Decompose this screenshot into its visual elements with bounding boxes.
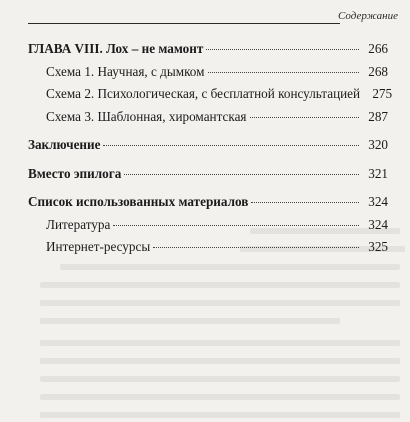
dot-leader: [103, 144, 359, 146]
toc-entry[interactable]: [28, 134, 388, 157]
dot-leader: [251, 201, 359, 203]
toc-entry-title: Схема 3. Шаблонная, хиромантская: [46, 108, 247, 124]
toc-entry-page: 266: [368, 41, 388, 56]
toc-entry-title: Заключение: [28, 137, 101, 152]
dot-leader: [250, 116, 359, 118]
header-rule: [28, 23, 340, 24]
toc-entry-title: Вместо эпилога: [28, 165, 122, 181]
toc-entry[interactable]: [28, 61, 388, 84]
table-of-contents: [28, 38, 393, 259]
toc-entry-page: 324: [368, 216, 388, 232]
header-label: Содержание: [337, 10, 398, 22]
toc-entry[interactable]: [28, 38, 388, 61]
toc-entry-title: Список использованных материалов: [28, 194, 249, 209]
toc-entry-page: 320: [368, 137, 388, 152]
toc-entry-title: Схема 2. Психологическая, с бесплатной консультацией: [46, 86, 361, 101]
toc-entry-title: Схема 1. Научная, с дымком: [46, 63, 205, 79]
dot-leader: [153, 246, 359, 248]
toc-entry[interactable]: [28, 214, 388, 237]
running-header: [0, 0, 410, 30]
toc-entry-title: ГЛАВА VIII. Лох – не мамонт: [28, 41, 204, 56]
dot-leader: [206, 48, 359, 50]
toc-entry[interactable]: [28, 191, 388, 214]
toc-entry-page: 275: [372, 86, 393, 101]
toc-entry[interactable]: [28, 163, 388, 186]
toc-entry[interactable]: [28, 83, 393, 106]
toc-entry-page: 287: [368, 108, 388, 124]
toc-entry[interactable]: [28, 106, 388, 129]
dot-leader: [124, 173, 359, 175]
dot-leader: [113, 224, 359, 226]
toc-entry[interactable]: [28, 236, 388, 259]
toc-entry-page: 321: [368, 165, 388, 181]
toc-entry-title: Интернет-ресурсы: [46, 239, 151, 254]
toc-entry-page: 325: [368, 239, 388, 254]
toc-entry-title: Литература: [46, 216, 111, 232]
dot-leader: [208, 71, 360, 73]
toc-entry-page: 324: [368, 194, 388, 209]
toc-entry-page: 268: [368, 63, 388, 79]
